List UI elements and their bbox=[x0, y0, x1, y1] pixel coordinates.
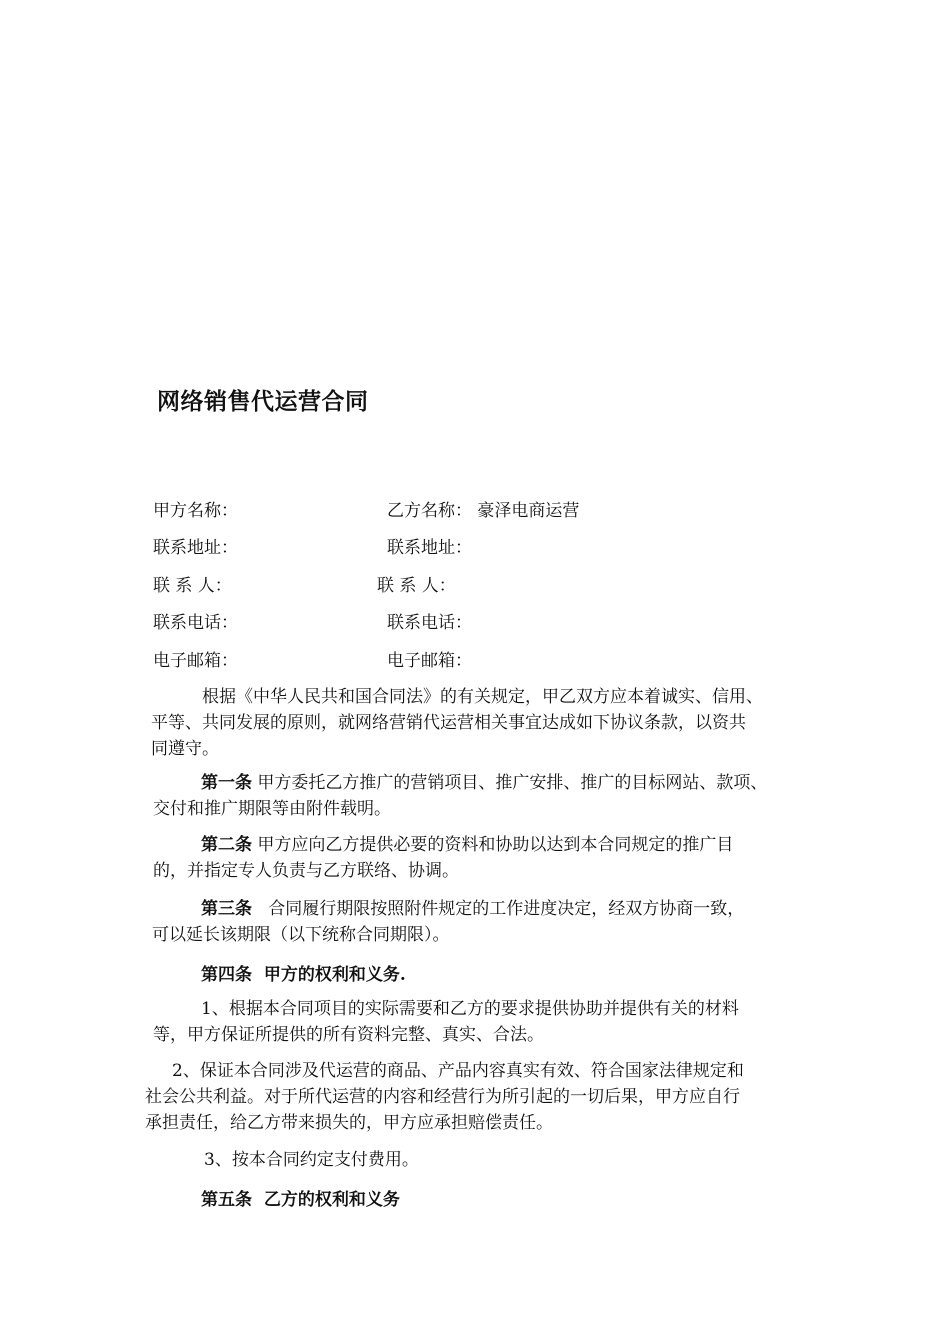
article-1 bbox=[153, 770, 767, 822]
party-b-phone-label: 联系电话： bbox=[387, 613, 472, 633]
party-b-name-value: 豪泽电商运营 bbox=[477, 501, 580, 521]
article-4-item-text: 承担责任，给乙方带来损失的，甲方应承担赔偿责任。 bbox=[145, 1113, 553, 1133]
preamble-line: 根据《中华人民共和国合同法》的有关规定，甲乙双方应本着诚实、信用、 bbox=[202, 687, 763, 707]
preamble-paragraph bbox=[151, 684, 763, 762]
party-a-contact-label: 联 系 人： bbox=[153, 576, 232, 596]
article-2-text: 的，并指定专人负责与乙方联络、协调。 bbox=[153, 861, 459, 881]
party-b-name-label: 乙方名称： bbox=[387, 501, 472, 521]
party-a-phone-label: 联系电话： bbox=[153, 613, 238, 633]
article-4-item-text: 等，甲方保证所提供的所有资料完整、真实、合法。 bbox=[153, 1025, 544, 1045]
article-2 bbox=[153, 832, 733, 884]
party-b-address-label: 联系地址： bbox=[387, 538, 472, 558]
document-title: 网络销售代运营合同 bbox=[157, 389, 369, 415]
article-3-text: 合同履行期限按照附件规定的工作进度决定，经双方协商一致， bbox=[252, 899, 745, 919]
article-5-heading: 第五条 乙方的权利和义务 bbox=[201, 1190, 400, 1210]
article-4-item-text: 3、按本合同约定支付费用。 bbox=[204, 1150, 419, 1170]
article-4-item-2 bbox=[145, 1058, 744, 1136]
article-3-text: 可以延长该期限（以下统称合同期限）。 bbox=[152, 925, 450, 945]
article-4-item-text: 1、根据本合同项目的实际需要和乙方的要求提供协助并提供有关的材料 bbox=[201, 999, 739, 1019]
article-4-item-text: 2、保证本合同涉及代运营的商品、产品内容真实有效、符合国家法律规定和 bbox=[172, 1061, 744, 1081]
article-4-item-3 bbox=[204, 1147, 419, 1173]
article-4-item-text: 社会公共利益。对于所代运营的内容和经营行为所引起的一切后果，甲方应自行 bbox=[145, 1087, 740, 1107]
preamble-line: 同遵守。 bbox=[151, 739, 219, 759]
article-1-text: 甲方委托乙方推广的营销项目、推广安排、推广的目标网站、款项、 bbox=[252, 773, 768, 793]
preamble-line: 平等、共同发展的原则，就网络营销代运营相关事宜达成如下协议条款，以资共 bbox=[151, 713, 746, 733]
article-1-text: 交付和推广期限等由附件载明。 bbox=[153, 799, 391, 819]
article-4-heading: 第四条 甲方的权利和义务. bbox=[201, 965, 406, 985]
article-2-label: 第二条 bbox=[201, 835, 252, 855]
party-a-email-label: 电子邮箱： bbox=[153, 651, 238, 671]
article-3 bbox=[152, 896, 744, 948]
party-b-contact-label: 联 系 人： bbox=[377, 576, 456, 596]
party-b-name-row bbox=[387, 500, 579, 522]
article-3-label: 第三条 bbox=[201, 899, 252, 919]
article-1-label: 第一条 bbox=[201, 773, 252, 793]
party-a-address-label: 联系地址： bbox=[153, 538, 238, 558]
article-4-item-1 bbox=[153, 996, 739, 1048]
article-2-text: 甲方应向乙方提供必要的资料和协助以达到本合同规定的推广目 bbox=[252, 835, 734, 855]
party-b-email-label: 电子邮箱： bbox=[387, 651, 472, 671]
party-a-name-label: 甲方名称： bbox=[153, 501, 238, 521]
